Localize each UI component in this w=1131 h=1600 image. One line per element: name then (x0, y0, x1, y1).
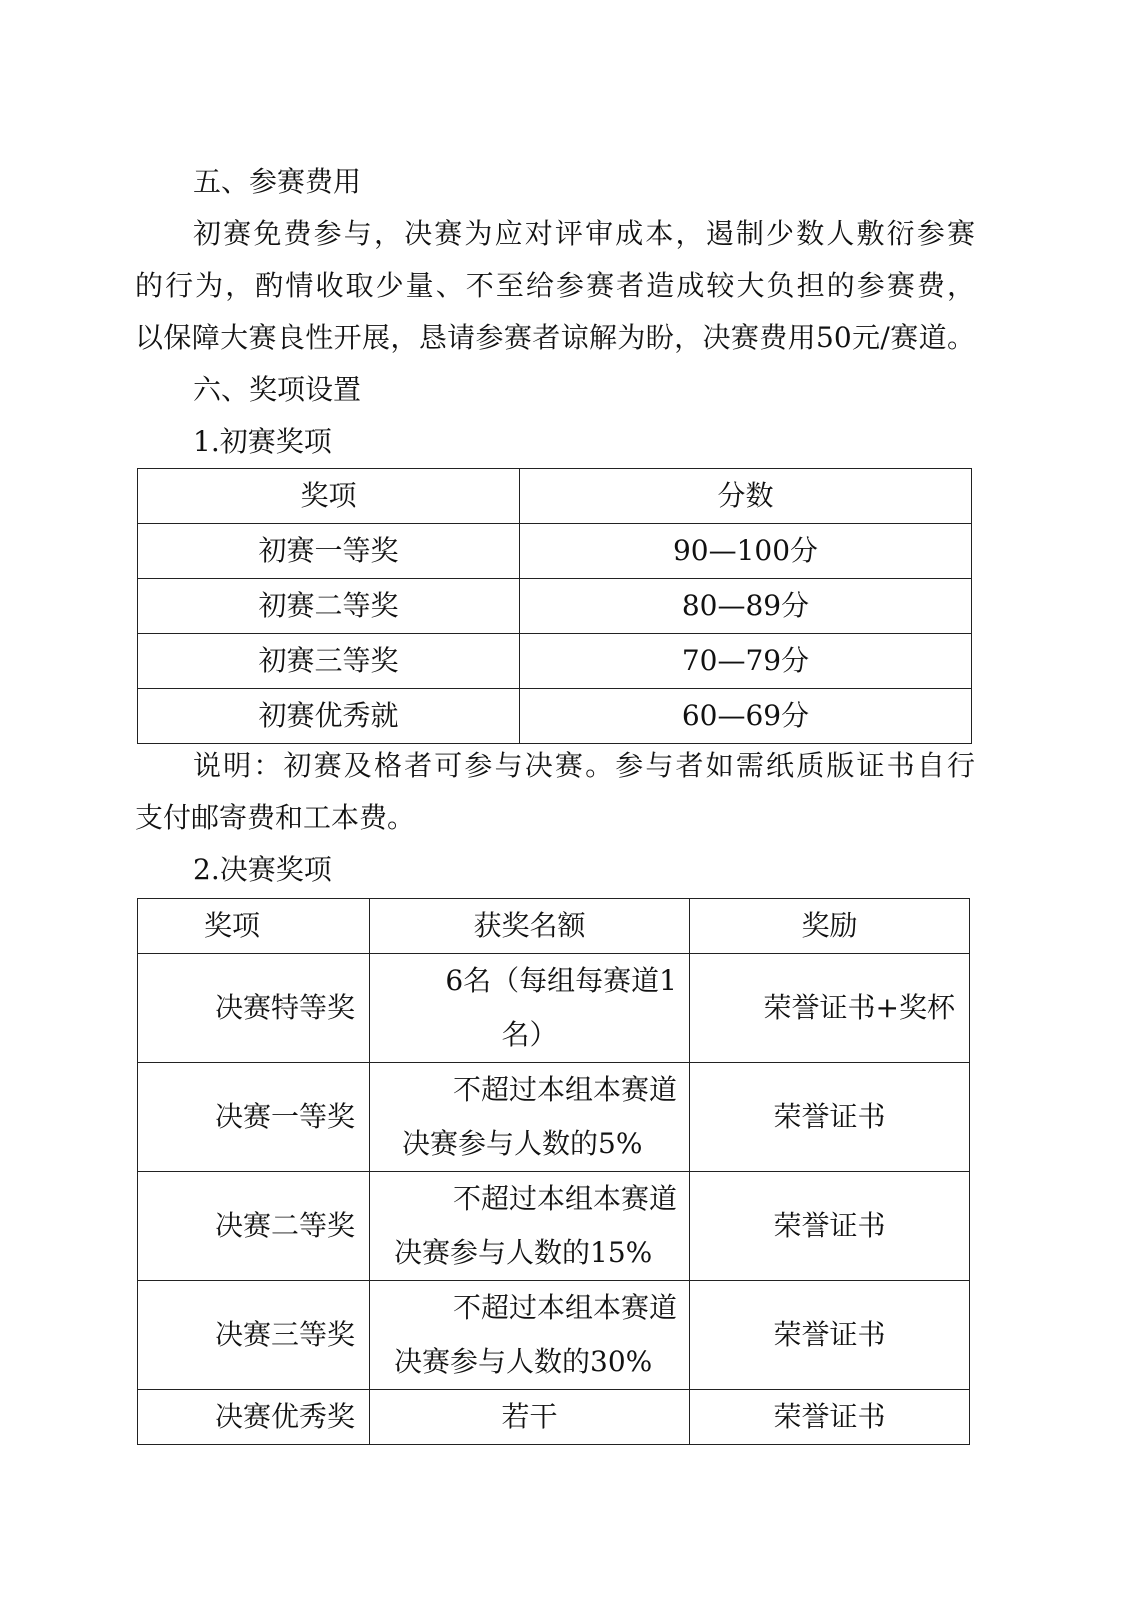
award-cell: 决赛三等奖 (138, 1281, 370, 1390)
table-row (138, 1390, 970, 1445)
reward-cell: 荣誉证书 (690, 1172, 970, 1281)
table-row (138, 634, 972, 689)
section5-paragraph-line-2: 的行为，酌情收取少量、不至给参赛者造成较大负担的参赛费， (135, 269, 975, 302)
table-row (138, 1281, 970, 1390)
section6-heading: 六、奖项设置 (193, 373, 362, 406)
final-awards-title: 2.决赛奖项 (193, 853, 332, 886)
table-row (138, 1172, 970, 1281)
award-cell: 初赛三等奖 (138, 634, 520, 689)
quota-cell: 若干 (370, 1390, 690, 1445)
quota-line-1: 不超过本组本赛道 (452, 1073, 677, 1106)
reward-cell: 荣誉证书 (690, 1390, 970, 1445)
quota-cell (370, 1281, 690, 1390)
reward-cell: 荣誉证书 (690, 1281, 970, 1390)
section5-heading: 五、参赛费用 (193, 165, 362, 198)
table-header-row (138, 899, 970, 954)
score-cell: 60—69分 (520, 689, 972, 744)
table-row (138, 689, 972, 744)
header-cell-award: 奖项 (138, 469, 520, 524)
header-cell-reward: 奖励 (690, 899, 970, 954)
table-row (138, 954, 970, 1063)
score-cell: 80—89分 (520, 579, 972, 634)
prelim-awards-table (137, 468, 972, 744)
award-cell: 初赛优秀就 (138, 689, 520, 744)
header-cell-score: 分数 (520, 469, 972, 524)
quota-line-1: 不超过本组本赛道 (452, 1182, 677, 1215)
quota-line-2: 决赛参与人数的5% (402, 1127, 643, 1160)
score-cell: 90—100分 (520, 524, 972, 579)
table-row (138, 524, 972, 579)
quota-line-2: 名） (501, 1018, 558, 1051)
quota-cell (370, 1172, 690, 1281)
table-row (138, 579, 972, 634)
table-row (138, 1063, 970, 1172)
quota-cell (370, 1063, 690, 1172)
award-cell: 决赛特等奖 (138, 954, 370, 1063)
score-cell: 70—79分 (520, 634, 972, 689)
final-awards-table (137, 898, 970, 1445)
quota-line-1: 6名（每组每赛道1 (445, 964, 677, 997)
note-line-2: 支付邮寄费和工本费。 (135, 801, 416, 834)
quota-line-2: 决赛参与人数的15% (394, 1236, 653, 1269)
header-cell-quota: 获奖名额 (370, 899, 690, 954)
quota-line-1: 不超过本组本赛道 (452, 1291, 677, 1324)
section5-paragraph-line-1: 初赛免费参与，决赛为应对评审成本，遏制少数人敷衍参赛 (193, 217, 975, 250)
section5-paragraph-line-3: 以保障大赛良性开展，恳请参赛者谅解为盼，决赛费用50元/赛道。 (135, 321, 975, 354)
award-cell: 决赛优秀奖 (138, 1390, 370, 1445)
reward-cell: 荣誉证书 (690, 1063, 970, 1172)
award-cell: 决赛一等奖 (138, 1063, 370, 1172)
table-header-row (138, 469, 972, 524)
prelim-awards-title: 1.初赛奖项 (193, 425, 332, 458)
reward-cell: 荣誉证书+奖杯 (690, 954, 970, 1063)
quota-cell (370, 954, 690, 1063)
quota-line-2: 决赛参与人数的30% (394, 1345, 653, 1378)
award-cell: 初赛一等奖 (138, 524, 520, 579)
note-line-1: 说明：初赛及格者可参与决赛。参与者如需纸质版证书自行 (193, 749, 975, 782)
award-cell: 初赛二等奖 (138, 579, 520, 634)
header-cell-award: 奖项 (138, 899, 370, 954)
award-cell: 决赛二等奖 (138, 1172, 370, 1281)
